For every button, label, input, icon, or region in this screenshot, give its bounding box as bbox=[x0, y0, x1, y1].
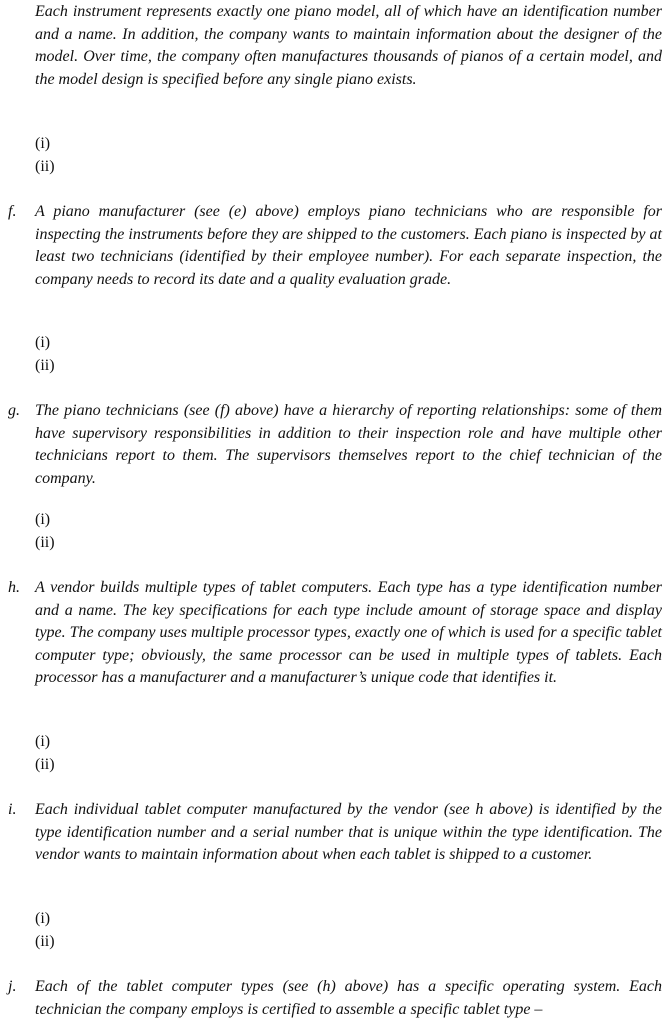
subpart-ii: (ii) bbox=[35, 755, 55, 773]
item-marker-f: f. bbox=[8, 203, 17, 220]
subpart-i: (i) bbox=[35, 733, 51, 750]
subpart-ii: (ii) bbox=[35, 932, 55, 950]
subpart-ii: (ii) bbox=[35, 157, 55, 175]
subpart-i: (i) bbox=[35, 135, 51, 152]
subpart-ii: (ii) bbox=[35, 533, 55, 551]
subparts-f bbox=[35, 332, 55, 377]
subparts-e bbox=[35, 133, 55, 178]
subparts-i bbox=[35, 908, 55, 953]
paragraph-f: A piano manufacturer (see (e) above) employs piano technicians who are responsible for inspecting the instruments before they are shipped to the customers. Each piano is inspected by at least two technicians (identified by their employee number). For each separate inspection, the company needs to record its date and a quality evaluation grade. bbox=[35, 203, 662, 288]
paragraph-j: Each of the tablet computer types (see (h) above) has a specific operating system. Each technician the company employs is certified to assemble a specific tablet type – bbox=[35, 978, 662, 1018]
subpart-i: (i) bbox=[35, 910, 51, 927]
paragraph-i: Each individual tablet computer manufactured by the vendor (see h above) is identified by the type identification number and a serial number that is unique within the type identification. The vendor wants to maintain information about when each tablet is shipped to a customer. bbox=[35, 801, 662, 864]
paragraph-g: The piano technicians (see (f) above) have a hierarchy of reporting relationships: some of them have supervisory responsibilities in addition to their inspection role and have multiple other technicians report to them. The supervisors themselves report to the chief technician of the company. bbox=[35, 402, 662, 487]
subpart-i: (i) bbox=[35, 511, 51, 528]
item-marker-g: g. bbox=[8, 402, 20, 419]
paragraph-e-continuation: Each instrument represents exactly one piano model, all of which have an identification number and a name. In addition, the company wants to maintain information about the designer of the model. Over time, the company often manufactures thousands of pianos of a certain model, and the model design is specified before any single piano exists. bbox=[35, 3, 662, 88]
item-marker-h: h. bbox=[8, 579, 20, 596]
paragraph-h: A vendor builds multiple types of tablet computers. Each type has a type identification number and a name. The key specifications for each type include amount of storage space and display type. The company uses multiple processor types, exactly one of which is used for a specific tablet computer type; obviously, the same processor can be used in multiple types of tablets. Each processor has a manufacturer and a manufacturer’s unique code that identifies it. bbox=[35, 579, 662, 687]
item-marker-j: j. bbox=[8, 978, 17, 995]
subparts-h bbox=[35, 731, 55, 776]
subparts-g bbox=[35, 509, 55, 554]
item-marker-i: i. bbox=[8, 801, 17, 818]
subpart-ii: (ii) bbox=[35, 356, 55, 374]
subpart-i: (i) bbox=[35, 334, 51, 351]
